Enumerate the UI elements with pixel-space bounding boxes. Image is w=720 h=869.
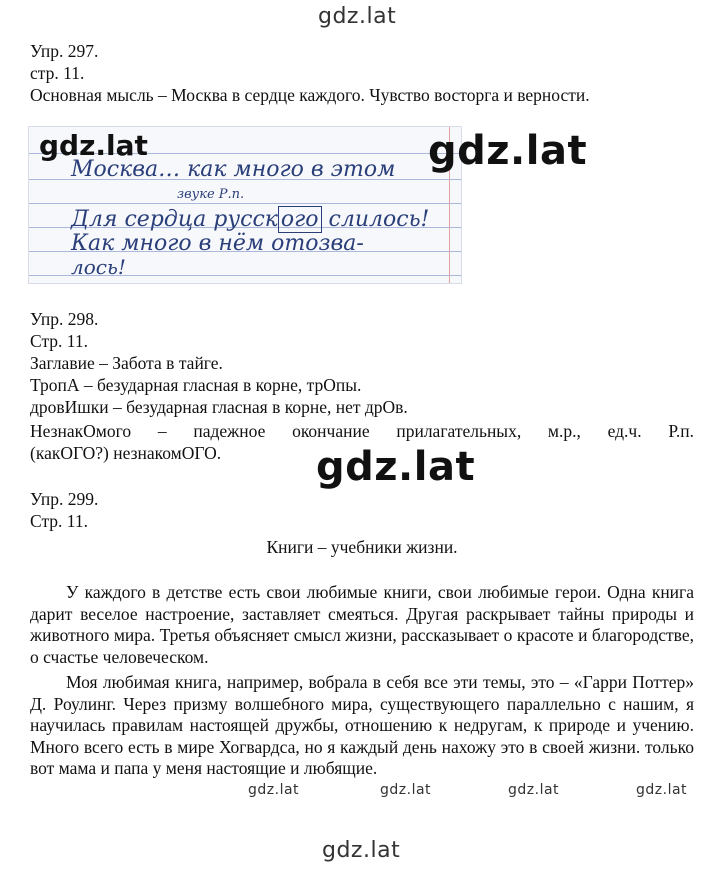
handwriting-boxed-ending: ого	[278, 206, 322, 233]
ex298-number: Упр. 298.	[30, 309, 99, 329]
watermark-top: gdz.lat	[318, 4, 397, 29]
ex297-number: Упр. 297.	[30, 41, 99, 61]
ex297-main-idea: Основная мысль – Москва в сердце каждого. Чувство восторга и верности.	[30, 85, 590, 105]
handwriting-line-2: звуке Р.п.	[177, 187, 245, 202]
watermark-small-1: gdz.lat	[248, 782, 300, 798]
ex299-heading: Книги – учебники жизни.	[266, 537, 458, 557]
ex298-line-2: дровИшки – безударная гласная в корне, нет дрОв.	[30, 397, 408, 417]
watermark-bottom: gdz.lat	[322, 838, 401, 863]
handwriting-line-4: Как много в нём отозва-	[71, 231, 364, 256]
ex298-line-3a: НезнакОмого – падежное окончание прилагательных, м.р., ед.ч. Р.п.	[30, 421, 694, 441]
handwriting-line-3-post: слилось!	[321, 207, 430, 232]
ex298-title: Заглавие – Забота в тайге.	[30, 353, 223, 373]
ex298-line-3b: (какОГО?) незнакомОГО.	[30, 443, 222, 463]
handwritten-notebook-photo	[28, 126, 462, 284]
ex299-page: Стр. 11.	[30, 511, 89, 531]
handwriting-line-1: Москва… как много в этом	[71, 157, 396, 182]
ex299-paragraph-2-text: Моя любимая книга, например, вобрала в себя все эти темы, это – «Гарри Поттер» Д. Роулинг. Через призму волшебного мира, существующего параллельно с нашим, я научилась правилам настоящей дружбы, отношению к недругам, к природе и учению. Много всего есть в мире Хогвардса, но я каждый день нахожу это в своей жизни. только вот мама и папа у меня настоящие и любящие.	[30, 672, 694, 778]
ex299-paragraph-2	[30, 672, 694, 780]
ex298-line-1: ТропА – безударная гласная в корне, трОпы.	[30, 375, 362, 395]
ex298-page: Стр. 11.	[30, 331, 89, 351]
handwriting-line-3-pre: Для сердца русск	[71, 207, 278, 232]
watermark-small-3: gdz.lat	[508, 782, 560, 798]
handwriting-line-3	[71, 207, 429, 232]
ex299-number: Упр. 299.	[30, 489, 99, 509]
watermark-notebook: gdz.lat	[39, 129, 148, 162]
handwriting-line-5: лось!	[71, 255, 126, 279]
watermark-small-2: gdz.lat	[380, 782, 432, 798]
watermark-large-2: gdz.lat	[316, 444, 476, 490]
ex297-page: стр. 11.	[30, 63, 85, 83]
ex299-paragraph-1-text: У каждого в детстве есть свои любимые книги, свои любимые герои. Одна книга дарит веселое настроение, заставляет смеяться. Другая раскрывает тайны природы и животного мира. Третья объясняет смысл жизни, рассказывает о красоте и благородстве, о счастье человеческом.	[30, 582, 694, 667]
watermark-large-1: gdz.lat	[428, 128, 588, 174]
watermark-small-4: gdz.lat	[636, 782, 688, 798]
ex299-paragraph-1	[30, 582, 694, 668]
